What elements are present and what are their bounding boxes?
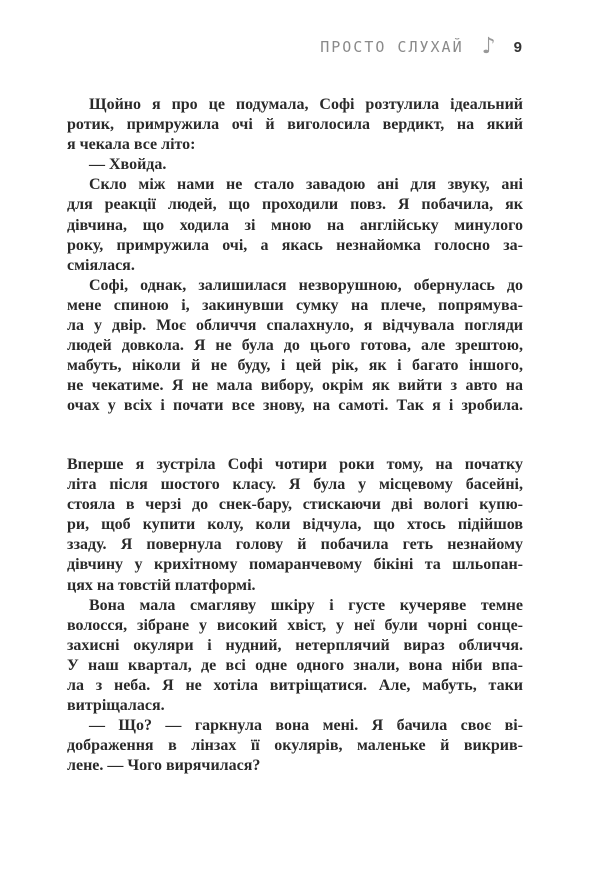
- text-line: — Що? — гаркнула вона мені. Я бачила своє ві-: [89, 717, 523, 735]
- text-line: ла з неба. Я не хотіла витріщатися. Але, мабуть, таки: [67, 677, 523, 695]
- text-line: дображення в лінзах її окулярів, маленьке й викрив-: [67, 737, 523, 755]
- text-line: мабуть, ніколи й не буду, і цей рік, як і багато іншого,: [67, 357, 523, 375]
- text-line: витріщалася.: [67, 697, 165, 715]
- text-line: Софі, однак, залишилася незворушною, обернулась до: [89, 276, 523, 294]
- text-line: Щойно я про це подумала, Софі розтулила ідеальний: [89, 96, 523, 113]
- text-line: ротик, примружила очі й виголосила вердикт, на який: [67, 116, 523, 134]
- text-section-1: [67, 95, 523, 417]
- text-line: У наш квартал, де всі одне одного знали, вона ніби впа-: [67, 656, 523, 674]
- text-line: цях на товстій платформі.: [67, 576, 256, 594]
- text-line: — Хвойда.: [89, 156, 167, 174]
- text-line: дівчина, що ходила зі мною на англійську минулого: [67, 216, 523, 234]
- text-line: мене спиною і, закинувши сумку на плече, попрямува-: [67, 296, 523, 314]
- text-line: Вона мала смагляву шкіру і густе кучеряве темне: [89, 596, 523, 614]
- text-line: не чекатиме. Я не мала вибору, окрім як вийти з авто на: [67, 377, 523, 395]
- text-line: стояла в черзі до снек-бару, стискаючи дві вологі купю-: [67, 496, 523, 514]
- text-line: волосся, зібране у високий хвіст, у неї були чорні сонце-: [67, 616, 523, 634]
- text-line: захисні окуляри і нудний, нетерплячий вираз обличчя.: [67, 636, 523, 654]
- text-line: літа після шостого класу. Я була у місцевому басейні,: [67, 476, 523, 494]
- text-line: Скло між нами не стало завадою ані для звуку, ані: [89, 176, 523, 194]
- text-section-2: [67, 455, 523, 777]
- text-line: ла у двір. Моє обличчя спалахнуло, я відчувала погляди: [67, 317, 523, 335]
- running-header: [320, 36, 522, 58]
- text-line: ри, щоб купити колу, коли відчула, що хтось підійшов: [67, 516, 523, 534]
- text-line: лене. — Чого вирячилася?: [67, 757, 261, 775]
- text-line: ззаду. Я повернула голову й побачила геть незнайому: [67, 536, 523, 554]
- page-number: 9: [513, 38, 522, 56]
- text-line: дівчину у крихітному помаранчевому бікіні та шльопан-: [67, 556, 523, 574]
- running-title: ПРОСТО СЛУХАЙ: [320, 38, 464, 56]
- text-line: я чекала все літо:: [67, 136, 196, 154]
- text-line: Вперше я зустріла Софі чотири роки тому, на початку: [67, 456, 523, 473]
- text-line: людей довкола. Я не була до цього готова, але зрештою,: [67, 337, 523, 355]
- text-line: для реакції людей, що проходили повз. Я побачила, як: [67, 196, 523, 214]
- text-line: очах у всіх і почати все знову, на самоті. Так я і зробила.: [67, 397, 523, 415]
- music-note-icon: ♪: [481, 34, 496, 59]
- text-line: року, примружила очі, а якась незнайомка голосно за-: [67, 236, 523, 254]
- text-line: сміялася.: [67, 256, 135, 274]
